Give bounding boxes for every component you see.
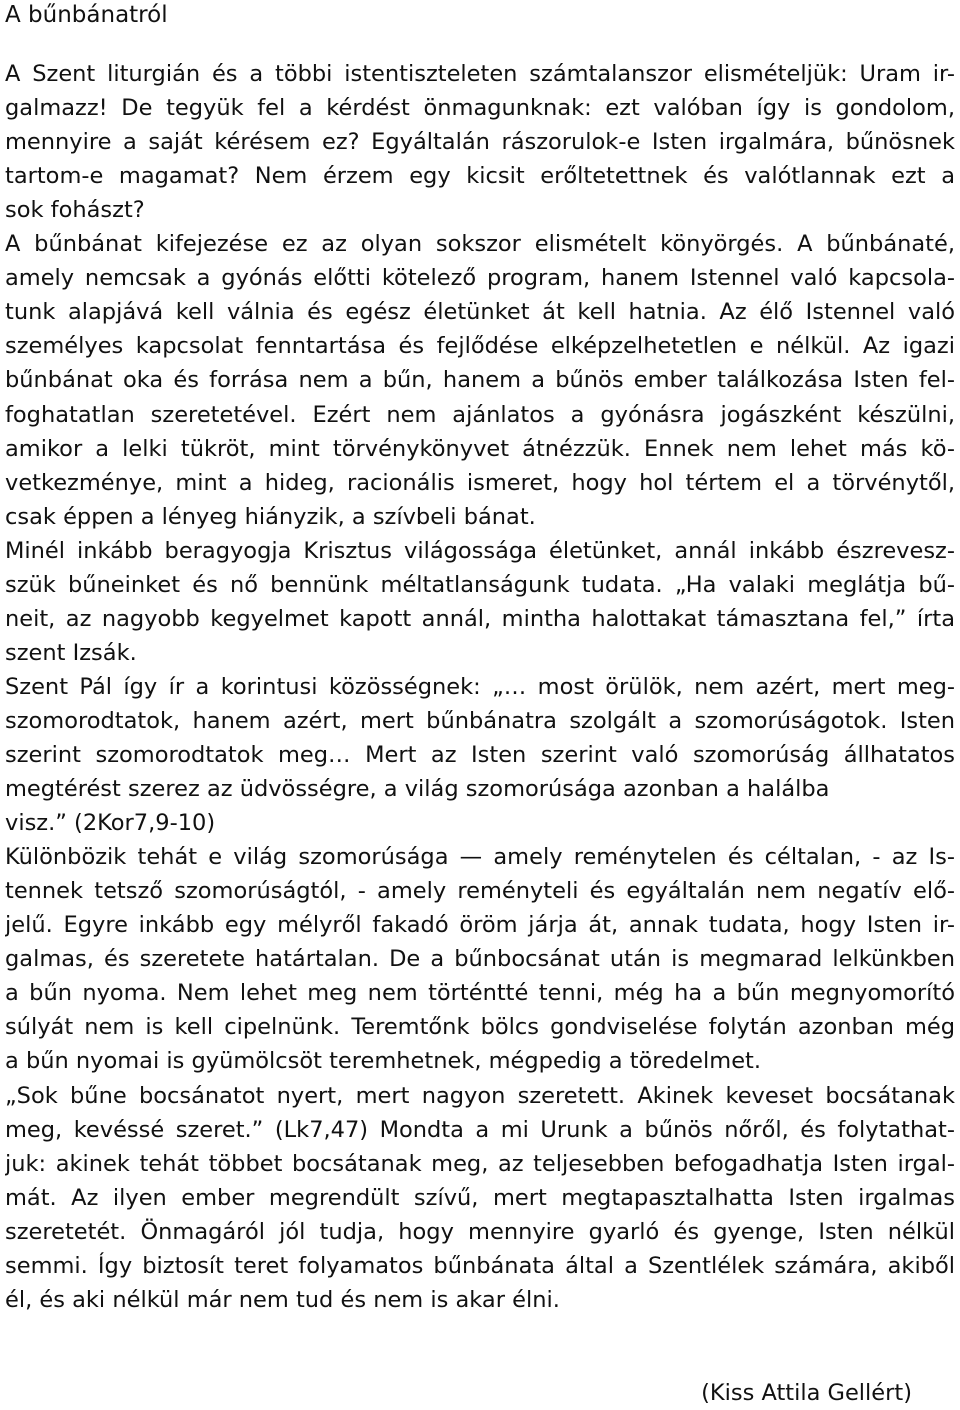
text-line: él, és aki nélkül már nem tud és nem is akar élni. — [5, 1286, 560, 1313]
text-line: bűnbánat oka és forrása nem a bűn, hanem a bűnös ember találkozása Isten fel- — [5, 367, 955, 394]
text-line: mát. Az ilyen ember megrendült szívű, mert megtapasztalhatta Isten irgalmas — [5, 1184, 955, 1211]
text-line: meg, kevéssé szeret.” (Lk7,47) Mondta a mi Urunk a bűnös nőről, és folytathat- — [5, 1116, 955, 1143]
text-line: sok fohászt? — [5, 197, 145, 224]
author-signature: (Kiss Attila Gellért) — [701, 1380, 912, 1406]
text-line: szerint szomorodtatok meg… Mert az Isten szerint való szomorúság állhatatos — [5, 742, 955, 768]
text-line: galmazz! De tegyük fel a kérdést önmagunknak: ezt valóban így is gondolom, — [5, 95, 955, 122]
text-line: személyes kapcsolat fenntartása és fejlődése elképzelhetetlen e nélkül. Az igazi — [5, 333, 955, 360]
text-line: csak éppen a lényeg hiányzik, a szívbeli bánat. — [5, 503, 536, 530]
text-line: Minél inkább beragyogja Krisztus világossága életünket, annál inkább észrevesz- — [5, 537, 955, 564]
text-line: visz.” (2Kor7,9-10) — [5, 810, 216, 837]
text-line: szent Izsák. — [5, 639, 137, 666]
text-line: neit, az nagyobb kegyelmet kapott annál, mintha halottakat támasztana fel,” írta — [5, 605, 955, 632]
text-line: mennyire a saját kérésem ez? Egyáltalán rászorulok-e Isten irgalmára, bűnösnek — [5, 129, 955, 156]
text-line: a bűn nyomai is gyümölcsöt teremhetnek, mégpedig a töredelmet. — [5, 1048, 762, 1075]
text-line: tennek tetsző szomorúságtól, - amely reményteli és egyáltalán nem negatív elő- — [5, 878, 955, 905]
text-line: A bűnbánat kifejezése ez az olyan sokszor elismételt könyörgés. A bűnbánaté, — [5, 231, 955, 258]
text-line: semmi. Így biztosít teret folyamatos bűnbánata által a Szentlélek számára, akiből — [5, 1252, 955, 1279]
document-title: A bűnbánatról — [5, 2, 168, 28]
text-line: tartom-e magamat? Nem érzem egy kicsit erőltetettnek és valótlannak ezt a — [5, 163, 955, 190]
text-line: amely nemcsak a gyónás előtti kötelező program, hanem Istennel való kapcsola- — [5, 265, 955, 292]
text-line: Különbözik tehát e világ szomorúsága — amely reménytelen és céltalan, - az Is- — [5, 844, 955, 871]
text-line: amikor a lelki tükröt, mint törvénykönyvet átnézzük. Ennek nem lehet más kö- — [5, 435, 955, 462]
text-line: A Szent liturgián és a többi istentiszteleten számtalanszor elismételjük: Uram ir- — [5, 61, 955, 87]
text-line: szük bűneinket és nő bennünk méltatlanságunk tudata. „Ha valaki meglátja bű- — [5, 571, 955, 598]
text-line: „Sok bűne bocsánatot nyert, mert nagyon szeretett. Akinek keveset bocsátanak — [5, 1082, 955, 1109]
text-line: foghatatlan szeretetével. Ezért nem ajánlatos a gyónásra jogászként készülni, — [5, 401, 955, 428]
text-line: vetkezménye, mint a hideg, racionális ismeret, hogy hol tértem el a törvénytől, — [5, 469, 955, 496]
text-line: súlyát nem is kell cipelnünk. Teremtőnk bölcs gondviselése folytán azonban még — [5, 1014, 955, 1041]
text-line: Szent Pál így ír a korintusi közösségnek: „… most örülök, nem azért, mert meg- — [5, 673, 955, 700]
text-line: szeretetét. Önmagáról jól tudja, hogy mennyire gyarló és gyenge, Isten nélkül — [5, 1218, 955, 1245]
text-line: a bűn nyoma. Nem lehet meg nem történtté tenni, még ha a bűn megnyomorító — [5, 980, 955, 1007]
text-line: megtérést szerez az üdvösségre, a világ szomorúsága azonban a halálba — [5, 776, 830, 803]
text-line: tunk alapjává kell válnia és egész életünket át kell hatnia. Az élő Istennel való — [5, 299, 955, 326]
text-line: jelű. Egyre inkább egy mélyről fakadó öröm járja át, annak tudata, hogy Isten ir- — [5, 912, 955, 939]
text-line: szomorodtatok, hanem azért, mert bűnbánatra szolgált a szomorúságotok. Isten — [5, 707, 955, 734]
text-line: galmas, és szeretete határtalan. De a bűnbocsánat után is megmarad lelkünkben — [5, 946, 955, 973]
text-line: juk: akinek tehát többet bocsátanak meg, az teljesebben befogadhatja Isten irgal- — [5, 1150, 955, 1177]
